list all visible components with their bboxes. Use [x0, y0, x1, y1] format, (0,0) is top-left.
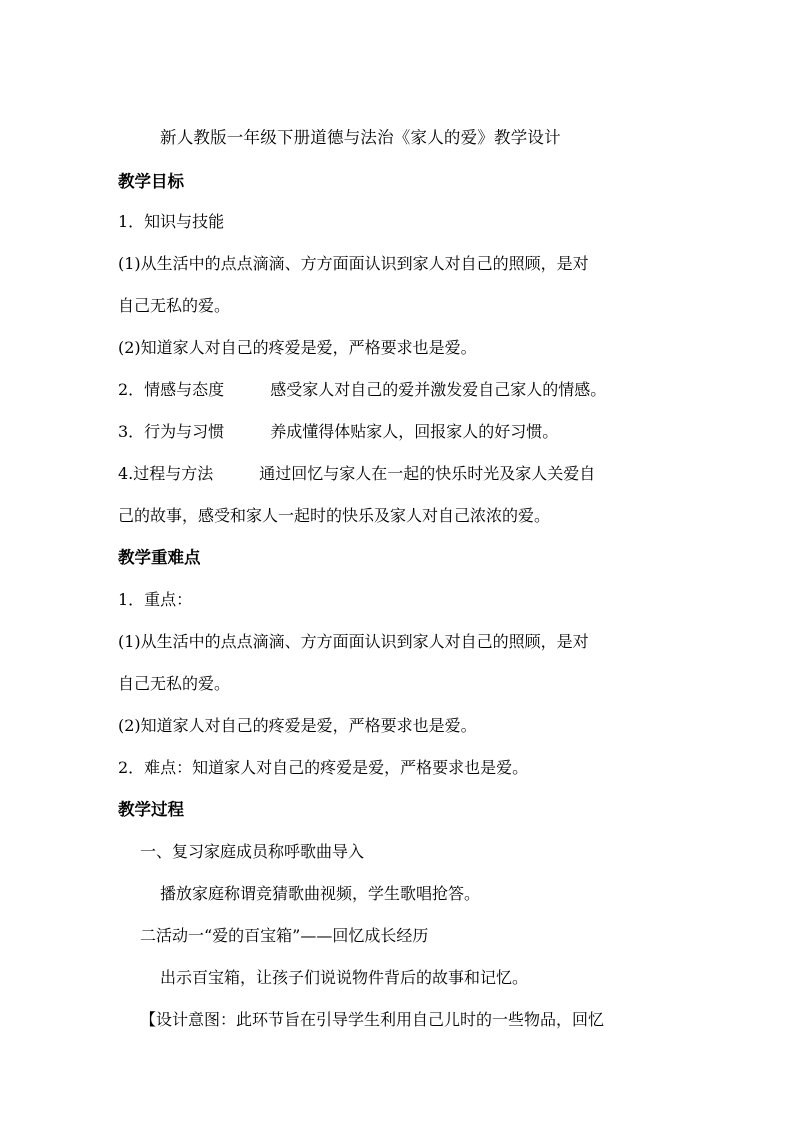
objectives-line-6-text: 养成懂得体贴家人，回报家人的好习惯。 — [270, 422, 559, 441]
objectives-line-2: (1)从生活中的点点滴滴、方方面面认识到家人对自己的照顾，是对 — [118, 254, 589, 273]
keypoints-line-5: 2．难点：知道家人对自己的疼爱是爱，严格要求也是爱。 — [118, 758, 529, 777]
document-title: 新人教版一年级下册道德与法治《家人的爱》教学设计 — [160, 128, 561, 147]
objectives-line-8: 己的故事，感受和家人一起时的快乐及家人对自己浓浓的爱。 — [118, 506, 551, 525]
section-heading-keypoints: 教学重难点 — [118, 548, 201, 567]
keypoints-line-2: (1)从生活中的点点滴滴、方方面面认识到家人对自己的照顾，是对 — [118, 632, 589, 651]
objectives-line-5-label: 2．情感与态度 — [118, 380, 225, 399]
keypoints-line-1: 1．重点： — [118, 590, 193, 609]
process-line-4: 出示百宝箱，让孩子们说说物件背后的故事和记忆。 — [160, 968, 529, 987]
section-heading-objectives: 教学目标 — [118, 172, 184, 191]
keypoints-line-4: (2)知道家人对自己的疼爱是爱，严格要求也是爱。 — [118, 716, 477, 735]
objectives-line-7-label: 4.过程与方法 — [118, 464, 214, 483]
objectives-line-6 — [118, 422, 558, 442]
objectives-line-1: 1．知识与技能 — [118, 212, 225, 231]
objectives-line-3: 自己无私的爱。 — [118, 296, 231, 315]
objectives-line-5-text: 感受家人对自己的爱并激发爱自己家人的情感。 — [270, 380, 607, 399]
section-heading-process: 教学过程 — [118, 800, 184, 819]
objectives-line-5 — [118, 380, 606, 400]
process-line-5: 【设计意图：此环节旨在引导学生利用自己儿时的一些物品，回忆 — [140, 1010, 605, 1029]
objectives-line-6-label: 3．行为与习惯 — [118, 422, 225, 441]
process-line-1: 一、复习家庭成员称呼歌曲导入 — [140, 842, 365, 861]
objectives-line-7-text: 通过回忆与家人在一起的快乐时光及家人关爱自 — [259, 464, 596, 483]
keypoints-line-3: 自己无私的爱。 — [118, 674, 231, 693]
process-line-2: 播放家庭称谓竞猜歌曲视频，学生歌唱抢答。 — [160, 884, 481, 903]
objectives-line-7 — [118, 464, 595, 484]
objectives-line-4: (2)知道家人对自己的疼爱是爱，严格要求也是爱。 — [118, 338, 477, 357]
process-line-3: 二活动一“爱的百宝箱”——回忆成长经历 — [140, 926, 429, 945]
